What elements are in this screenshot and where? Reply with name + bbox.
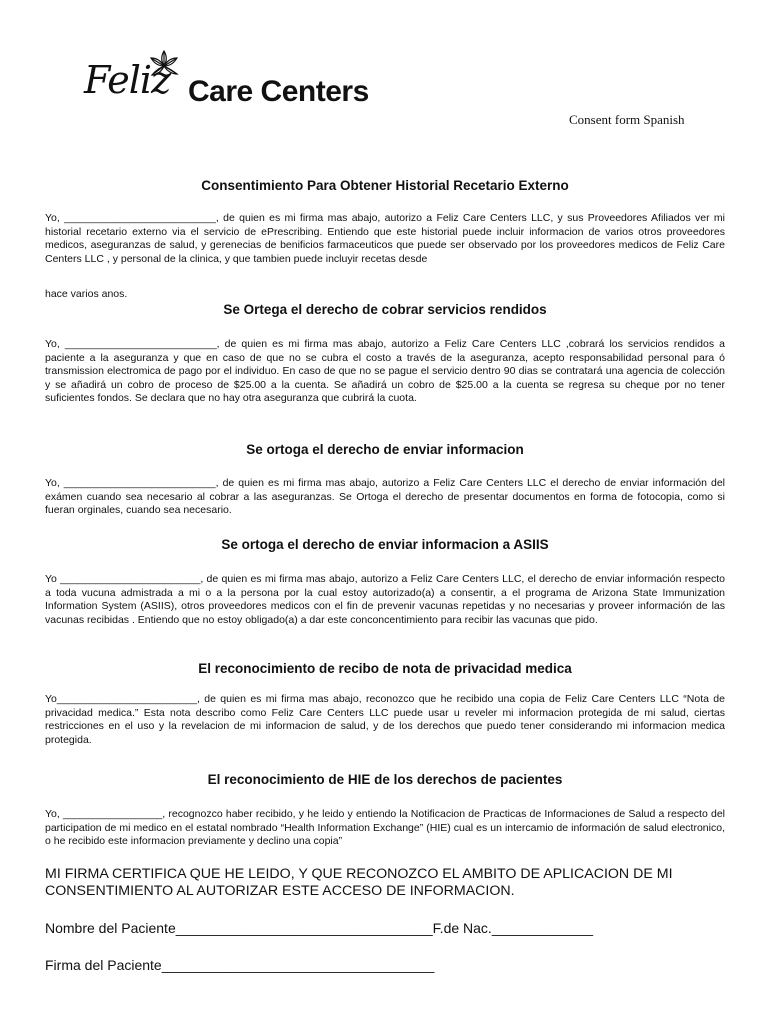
section-paragraph: Yo, __________________________, de quien es mi firma mas abajo, autorizo a Feliz Care Centers LLC el derecho de enviar información del exámen cuando sea necesario al cobrar a las aseguranzas. Se Ortoga el derecho de presentar documentos en forma de fotocopia, como si fueran orginales, cuando sea necesario.	[45, 477, 725, 517]
form-name-label: Consent form Spanish	[569, 112, 685, 127]
section-paragraph: Yo ________________________, de quien es mi firma mas abajo, autorizo a Feliz Care Centers LLC, el derecho de enviar información respecto a toda vucuna admistrada a mi o a la persona por la cual estoy autorizado(a) a consentir, a el programa de Arizona State Immunization Information System (ASIIS), otros proveedores medicos con el fin de prevenir vacunas repetidas y no necesarias y proveer información de las vacunas recibidas . Entiendo que no estoy obligado(a) a dar este conconcentimiento para recibir las vacunas que pido.	[45, 573, 725, 626]
section-paragraph: Yo, _________________, recognozco haber recibido, y he leido y entiendo la Notificacion de Practicas de Informaciones de Salud a respecto del participation de mi medico en el estatal nombrado “Health Information Exchange” (HIE) cual es un intercamio de información de salud electronico, o he recibido este informacion previamente y declino una copia”	[45, 808, 725, 848]
section-title: El reconocimiento de recibo de nota de privacidad medica	[198, 661, 572, 676]
flower-logo-icon	[146, 48, 182, 84]
logo-script-text: Feliz	[84, 58, 171, 102]
section-paragraph: Yo, __________________________, de quien es mi firma mas abajo, autorizo a Feliz Care Centers LLC ,cobrará los servicios rendidos a paciente a la aseguranza y que en caso de que no se cubra el costo a través de la aseguranza, acepto responsabilidad personal para ó transmission electromica de pago por el individuo. En caso de que no se pague el servicio dentro 90 dias se contratará una agencia de colección y se añadirá un cobro de proceso de $25.00 a la cuenta. Se añadirá un cobro de $25.00 a la cuenta se regresa su cheque por no tener suficientes fondos. Se declara que no hay otra aseguranza que cubrirá la cuota.	[45, 338, 725, 405]
certification-statement: MI FIRMA CERTIFICA QUE HE LEIDO, Y QUE RECONOZCO EL AMBITO DE APLICACION DE MI CONSENTIMIENTO AL AUTORIZAR ESTE ACCESO DE INFORMACION.	[45, 866, 673, 899]
section-title: Se Ortega el derecho de cobrar servicios rendidos	[223, 302, 547, 317]
section-body	[45, 212, 725, 266]
feliz-care-centers-logo	[84, 48, 394, 118]
section-paragraph: Yo________________________, de quien es mi firma mas abajo, reconozco que he recibido una copia de Feliz Care Centers LLC “Nota de privacidad medica.” Esta nota describo como Feliz Care Centers LLC puede usar u reveler mi informacion protegida de mi salud, ciertas restricciones en el uso y la revelacion de mi informacion de salud, y de los derechos que puedo tener considerando mi informacion medica protegida.	[45, 693, 725, 746]
section-title: Se ortoga el derecho de enviar informacion	[246, 442, 524, 457]
logo-company-name: Care Centers	[188, 75, 369, 108]
section-title: Se ortoga el derecho de enviar informacion a ASIIS	[221, 537, 549, 552]
patient-signature-line[interactable]: Firma del Paciente___________________________________	[45, 957, 435, 973]
section-paragraph: Yo, __________________________, de quien es mi firma mas abajo, autorizo a Feliz Care Centers LLC, y sus Proveedores Afiliados ver mi historial recetario externo via el servicio de ePrescribing. Entiendo que este historial puede incluir informacion de varios otros proveedores medicos, aseguranzas de salud, y gerenecias de benificios farmaceuticos que puede ser observado por los proveedores medicos de Feliz Care Centers LLC , y personal de la clinica, y que tambien puede incluyir recetas desde	[45, 212, 725, 265]
section-title: Consentimiento Para Obtener Historial Recetario Externo	[201, 178, 569, 193]
patient-name-dob-line[interactable]: Nombre del Paciente_________________________________F.de Nac._____________	[45, 920, 594, 936]
section-title: El reconocimiento de HIE de los derechos de pacientes	[207, 772, 563, 787]
section-body-tail: hace varios anos.	[45, 288, 128, 300]
